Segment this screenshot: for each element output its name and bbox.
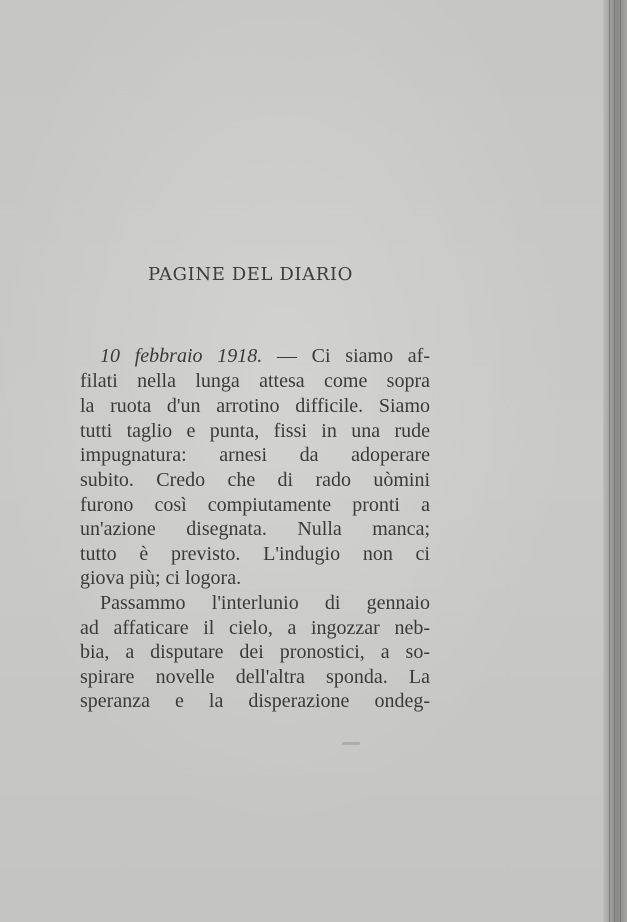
page-edge bbox=[603, 0, 627, 922]
text-line-content: — Ci siamo af- bbox=[262, 345, 430, 367]
text-line: subito. Credo che di rado uòmini bbox=[80, 469, 430, 491]
text-line: speranza e la disperazione ondeg- bbox=[80, 690, 430, 712]
text-line: filati nella lunga attesa come sopra bbox=[80, 370, 430, 392]
text-line: un'azione disegnata. Nulla manca; bbox=[80, 518, 430, 540]
diary-date: 10 febbraio 1918. bbox=[100, 345, 263, 367]
text-line bbox=[100, 344, 430, 368]
text-line: furono così compiutamente pronti a bbox=[80, 494, 430, 516]
ink-smudge bbox=[342, 742, 360, 745]
text-line: Passammo l'interlunio di gennaio bbox=[100, 592, 430, 614]
text-line: bia, a disputare dei pronostici, a so- bbox=[80, 641, 430, 663]
text-line: tutti taglio e punta, fissi in una rude bbox=[80, 420, 430, 442]
edge-line bbox=[609, 0, 610, 922]
text-line: impugnatura: arnesi da adoperare bbox=[80, 444, 430, 466]
text-line: tutto è previsto. L'indugio non ci bbox=[80, 543, 430, 565]
text-line: ad affaticare il cielo, a ingozzar neb- bbox=[80, 617, 430, 639]
page-title: PAGINE DEL DIARIO bbox=[148, 264, 353, 285]
edge-line bbox=[620, 0, 621, 922]
text-line: spirare novelle dell'altra sponda. La bbox=[80, 666, 430, 688]
text-line: giova più; ci logora. bbox=[80, 567, 242, 589]
text-line: la ruota d'un arrotino difficile. Siamo bbox=[80, 395, 430, 417]
edge-line bbox=[614, 0, 615, 922]
